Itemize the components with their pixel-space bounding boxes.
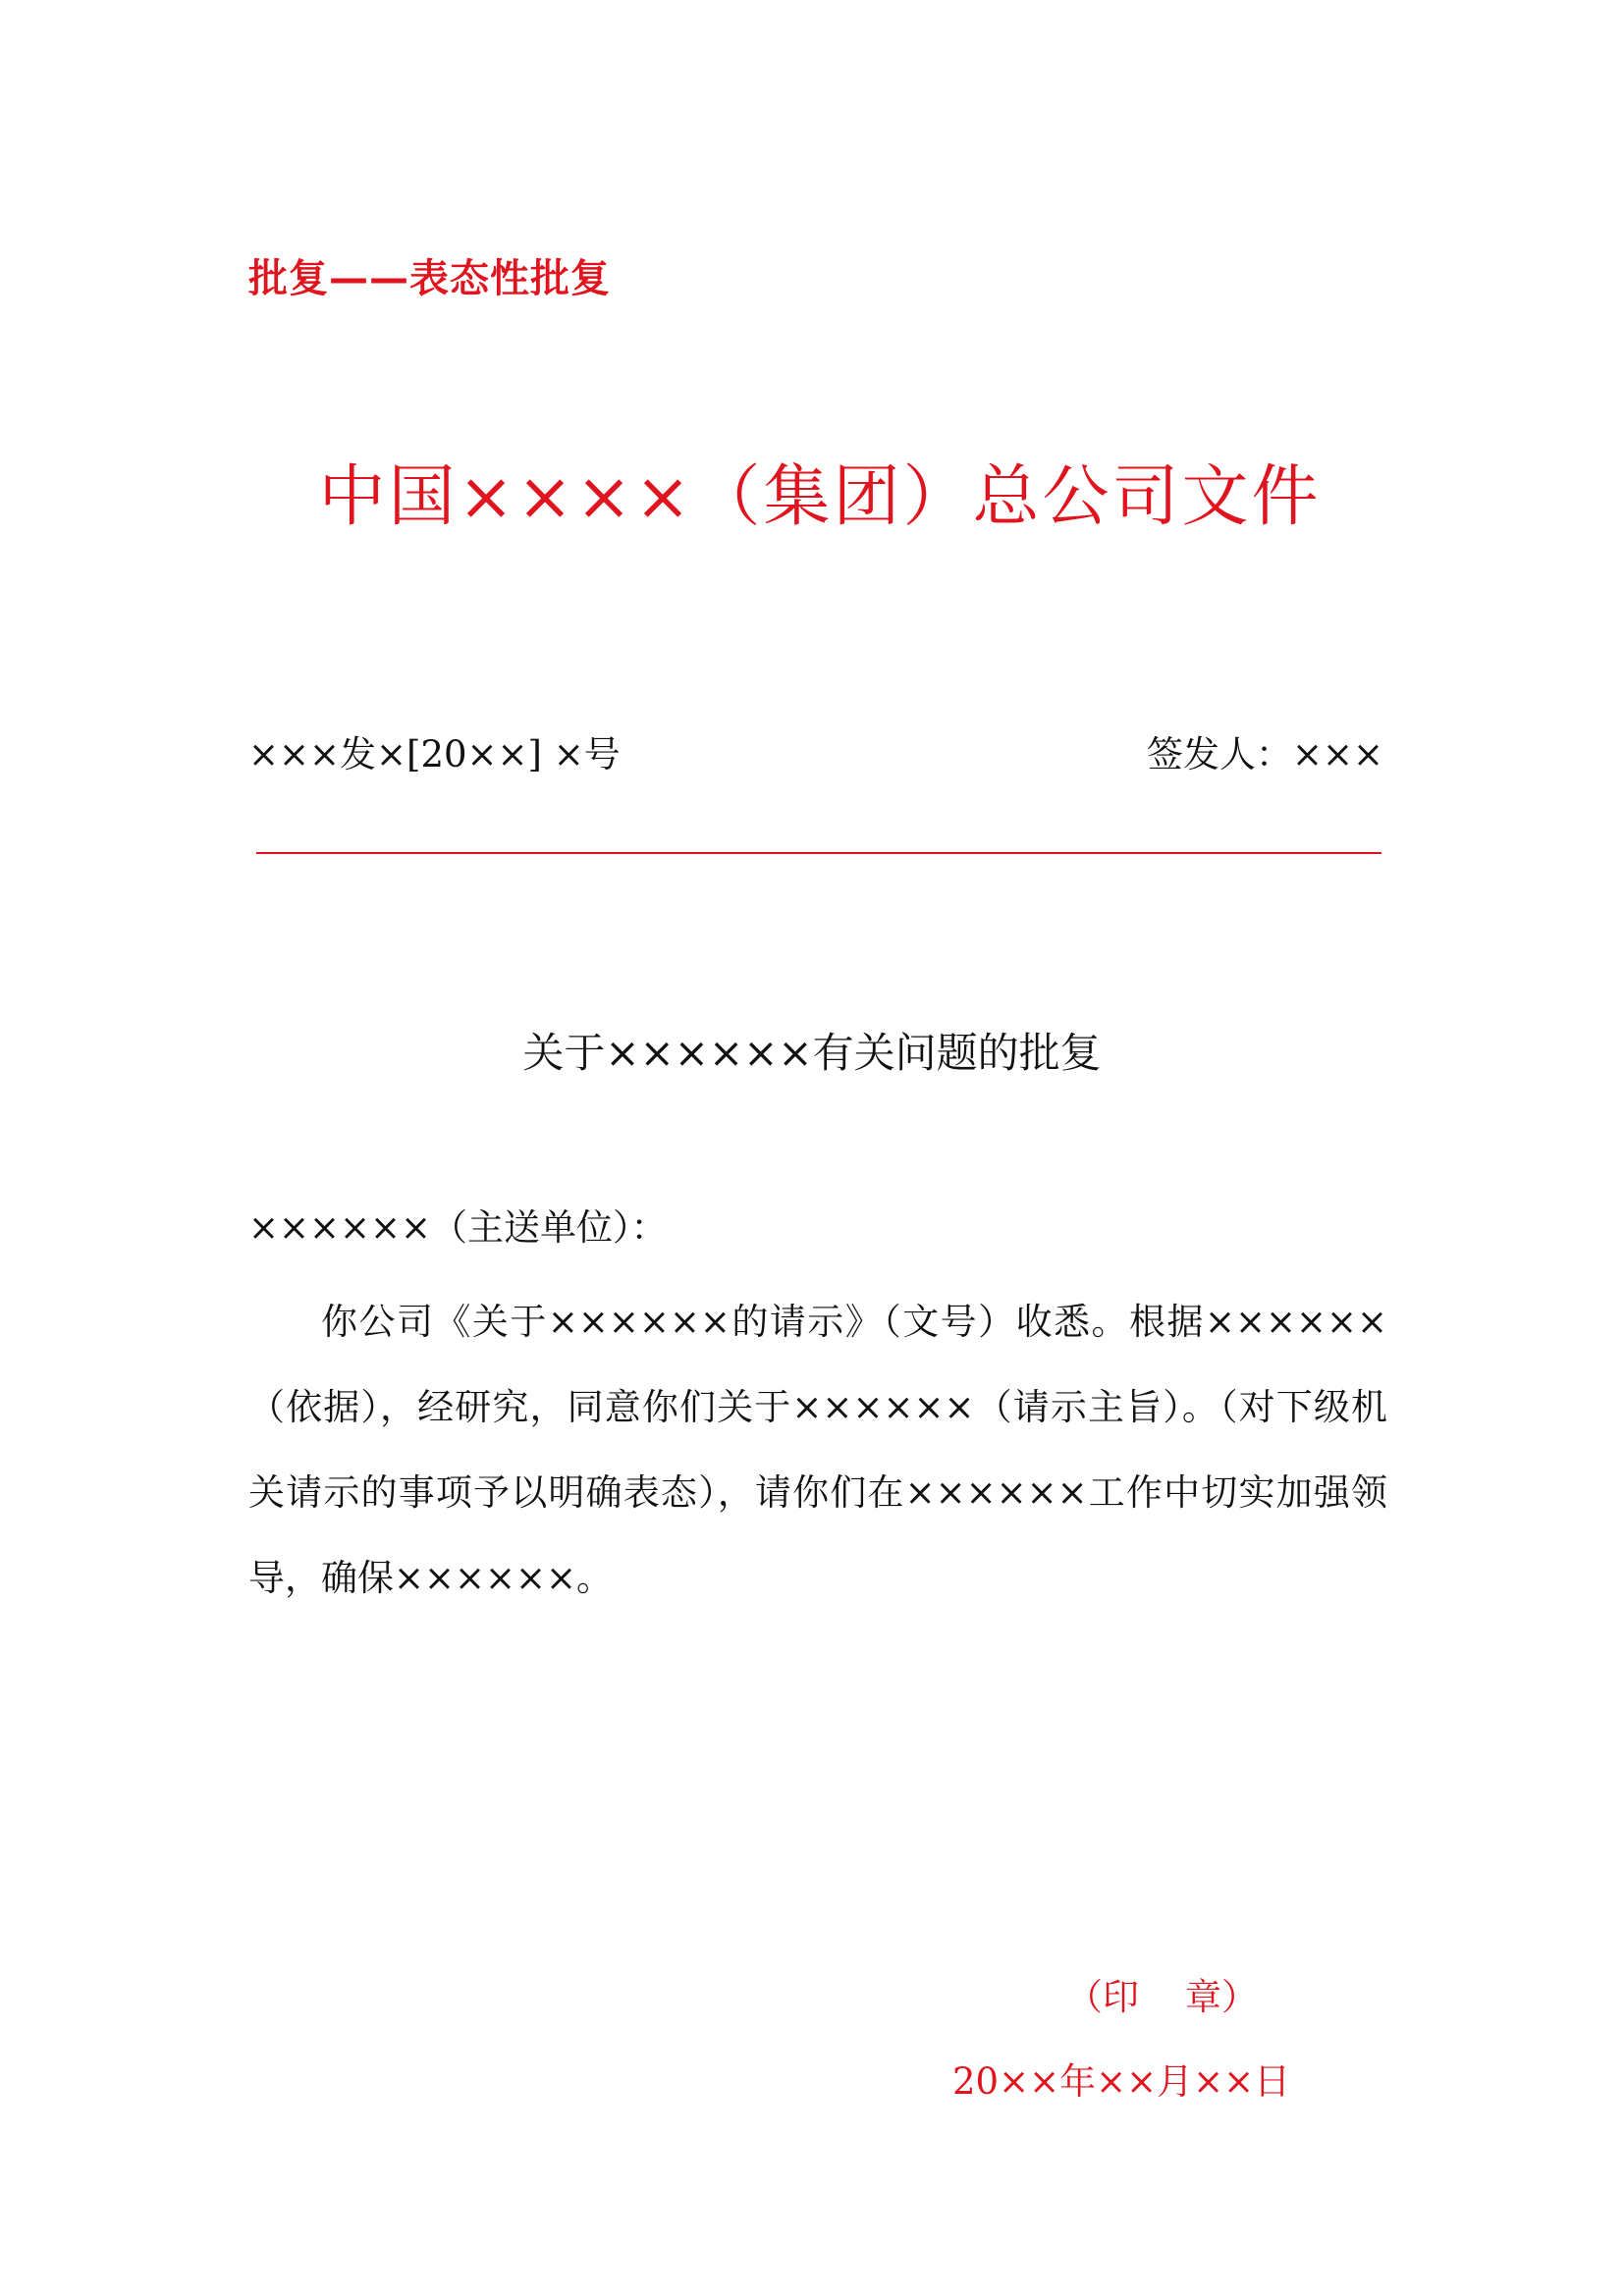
document-number: ×××发×[20××] ×号 — [248, 733, 621, 775]
signer-label: 签发人：××× — [1146, 733, 1383, 775]
issue-date: 20××年××月××日 — [952, 2060, 1291, 2103]
document-type-label: 批复——表态性批复 — [248, 256, 611, 301]
document-header — [0, 444, 1624, 539]
document-title: 关于××××××有关问题的批复 — [522, 1029, 1102, 1077]
recipient-line: ××××××（主送单位）： — [248, 1206, 668, 1249]
document-header-title: 中国××××（集团）总公司文件 — [318, 458, 1322, 536]
seal-placeholder: （印 章） — [1066, 1976, 1259, 2018]
body-paragraph: 你公司《关于××××××的请示》（文号）收悉。根据××××××（依据），经研究，同意你们关于××××××（请示主旨）。（对下级机关请示的事项予以明确表态），请你们在××××××工作中切实加强领导，确保××××××。 — [248, 1301, 1387, 1599]
header-divider — [256, 852, 1381, 854]
